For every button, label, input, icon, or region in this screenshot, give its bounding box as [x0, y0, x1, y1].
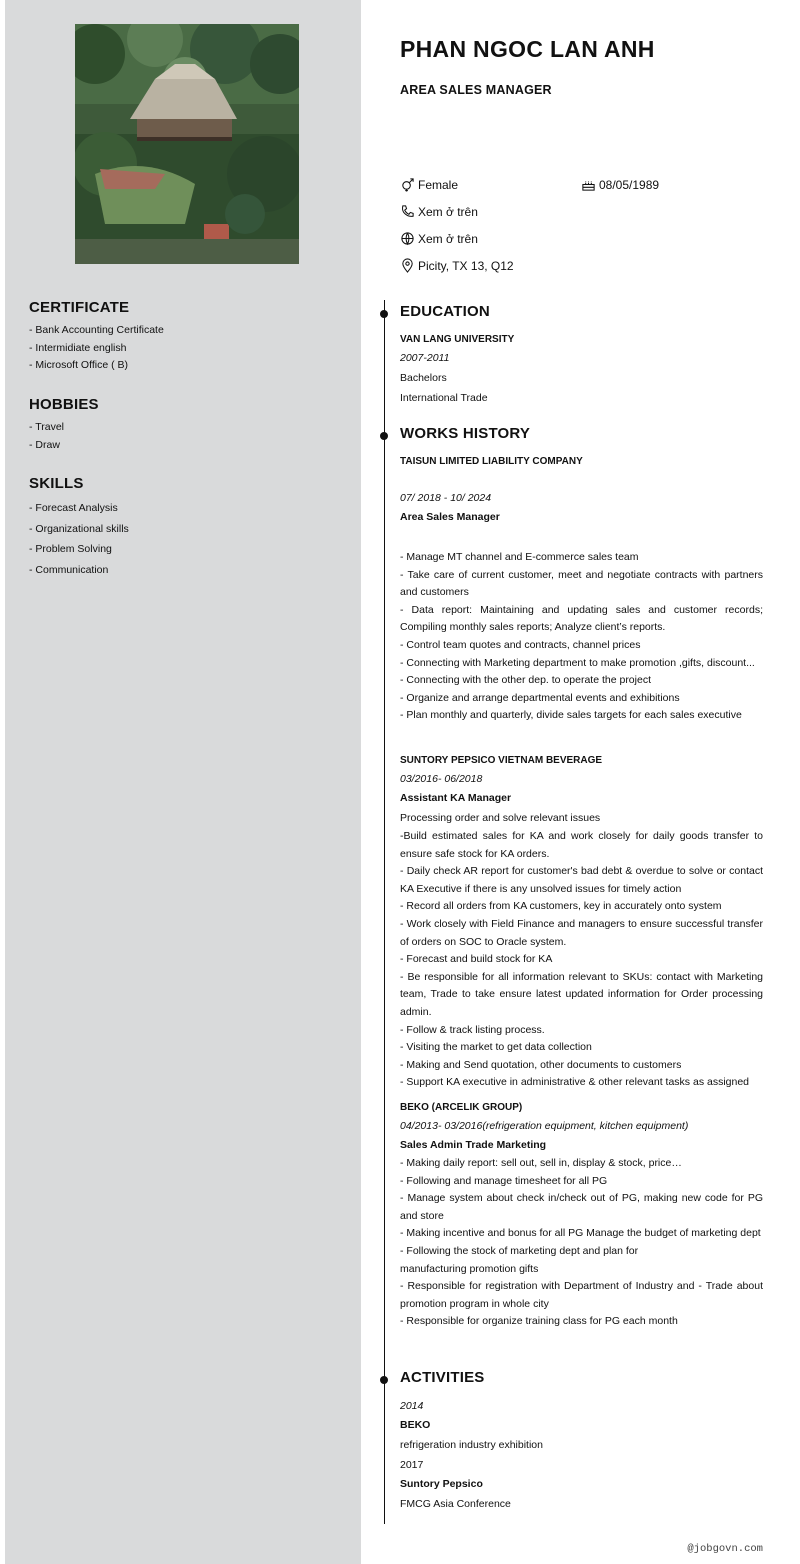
job-duty: - Data report: Maintaining and updating sales and customer records; Compiling monthly sales reports; Analyze client’s reports.: [400, 603, 763, 634]
activity-year: 2017: [400, 1459, 424, 1471]
skill-item: - Problem Solving: [29, 543, 112, 556]
job-duty: - Plan monthly and quarterly, divide sales targets for each sales executive: [400, 709, 742, 722]
gender-info: [400, 177, 458, 192]
company-name: SUNTORY PEPSICO VIETNAM BEVERAGE: [400, 755, 603, 766]
job-duty: - Take care of current customer, meet and negotiate contracts with partners and customers: [400, 568, 763, 599]
activity-year: 2014: [400, 1400, 424, 1412]
cake-icon: [581, 177, 596, 192]
job-duty: -Build estimated sales for KA and work closely for daily goods transfer to ensure safe stock for KA orders.: [400, 830, 763, 860]
hobbies-section: [29, 396, 349, 454]
job-intro: Processing order and solve relevant issues: [400, 812, 601, 824]
skill-item: - Communication: [29, 564, 109, 577]
activity-desc: FMCG Asia Conference: [400, 1498, 511, 1510]
company-name: BEKO (ARCELIK GROUP): [400, 1102, 523, 1113]
job-duty: - Responsible for registration with Department of Industry and - Trade about promotion program in whole city: [400, 1280, 763, 1310]
phone-value[interactable]: Xem ở trên: [418, 204, 478, 219]
hobby-item: - Travel: [29, 421, 65, 433]
timeline-dot: [380, 432, 388, 440]
certificate-heading: CERTIFICATE: [29, 299, 130, 316]
website-info: [400, 231, 478, 246]
job-role: Sales Admin Trade Marketing: [400, 1139, 547, 1151]
skill-item: - Organizational skills: [29, 522, 129, 535]
school-name: VAN LANG UNIVERSITY: [400, 334, 515, 345]
job-role: Area Sales Manager: [400, 511, 500, 523]
website-value[interactable]: Xem ở trên: [418, 231, 478, 246]
education-heading: EDUCATION: [400, 303, 490, 320]
skills-section: [29, 475, 349, 581]
gender-value: Female: [418, 177, 459, 192]
job-duty: - Making daily report: sell out, sell in, display & stock, price…: [400, 1157, 682, 1169]
hobbies-heading: HOBBIES: [29, 396, 99, 413]
job-duty: - Manage MT channel and E-commerce sales team: [400, 551, 639, 563]
activity-org: BEKO: [400, 1419, 431, 1431]
timeline-dot: [380, 310, 388, 318]
job-block: [400, 453, 763, 725]
skills-heading: SKILLS: [29, 475, 84, 492]
major: International Trade: [400, 392, 488, 404]
job-duty: - Making and Send quotation, other documents to customers: [400, 1058, 682, 1071]
job-block: [400, 752, 763, 1092]
activity-desc: refrigeration industry exhibition: [400, 1439, 543, 1451]
job-block: [400, 1099, 763, 1331]
job-duty: - Connecting with Marketing department to make promotion ,gifts, discount...: [400, 656, 755, 669]
phone-icon: [400, 204, 415, 219]
footer-watermark: @jobgovn.com: [687, 1543, 763, 1555]
birthday-value: 08/05/1989: [599, 177, 660, 192]
certificate-item: - Microsoft Office ( B): [29, 359, 128, 371]
job-duty: manufacturing promotion gifts: [400, 1262, 539, 1275]
job-duty: - Be responsible for all information relevant to SKUs: contact with Marketing team, Trade to take ensure latest updated information for Order processing admin.: [400, 970, 763, 1018]
profile-photo: [75, 24, 299, 264]
job-duty: - Visiting the market to get data collection: [400, 1041, 592, 1054]
activity-org: Suntory Pepsico: [400, 1478, 483, 1490]
job-title: AREA SALES MANAGER: [400, 83, 552, 97]
location-pin-icon: [400, 258, 415, 273]
job-duty: - Daily check AR report for customer's bad debt & overdue to solve or contact KA Executive if there is any unsolved issues for timely action: [400, 865, 763, 895]
job-role: Assistant KA Manager: [400, 792, 512, 804]
timeline-dot: [380, 1376, 388, 1384]
activities-heading: ACTIVITIES: [400, 1369, 485, 1386]
gender-icon: [400, 177, 415, 192]
certificate-item: - Bank Accounting Certificate: [29, 324, 164, 336]
degree: Bachelors: [400, 372, 447, 384]
certificate-section: [29, 299, 349, 375]
job-duty: - Organize and arrange departmental events and exhibitions: [400, 691, 680, 704]
job-dates: 03/2016- 06/2018: [400, 773, 483, 785]
job-dates: 04/2013- 03/2016(refrigeration equipment, kitchen equipment): [400, 1120, 689, 1132]
job-duty: - Support KA executive in administrative & other relevant tasks as assigned: [400, 1076, 750, 1089]
phone-info: [400, 204, 478, 219]
job-duty: - Connecting with the other dep. to operate the project: [400, 674, 651, 687]
education-years: 2007-2011: [400, 352, 450, 364]
job-duty: - Making incentive and bonus for all PG Manage the budget of marketing dept: [400, 1227, 761, 1240]
address-value: Picity, TX 13, Q12: [418, 258, 514, 273]
job-duty: - Following and manage timesheet for all PG: [400, 1174, 608, 1187]
address-info: [400, 258, 514, 273]
job-duty: - Responsible for organize training class for PG each month: [400, 1315, 678, 1328]
candidate-name: PHAN NGOC LAN ANH: [400, 36, 655, 62]
birthday-info: [581, 177, 659, 192]
activities-block: [400, 1397, 763, 1514]
skill-item: - Forecast Analysis: [29, 502, 118, 514]
certificate-item: - Intermidiate english: [29, 341, 127, 354]
job-duty: - Work closely with Field Finance and managers to ensure successful transfer of orders on SOC to Oracle system.: [400, 917, 763, 948]
job-duty: - Control team quotes and contracts, channel prices: [400, 638, 641, 651]
job-duty: - Manage system about check in/check out of PG, making new code for PG and store: [400, 1192, 763, 1222]
works-heading: WORKS HISTORY: [400, 425, 531, 442]
job-duty: - Follow & track listing process.: [400, 1023, 545, 1036]
job-duty: - Record all orders from KA customers, key in accurately onto system: [400, 900, 722, 913]
globe-icon: [400, 231, 415, 246]
hobby-item: - Draw: [29, 438, 60, 451]
timeline-line: [384, 300, 385, 1524]
job-duty: - Following the stock of marketing dept and plan for: [400, 1244, 639, 1257]
education-block: [400, 331, 763, 408]
job-duty: - Forecast and build stock for KA: [400, 953, 553, 966]
company-name: TAISUN LIMITED LIABILITY COMPANY: [400, 456, 583, 467]
job-dates: 07/ 2018 - 10/ 2024: [400, 492, 492, 504]
